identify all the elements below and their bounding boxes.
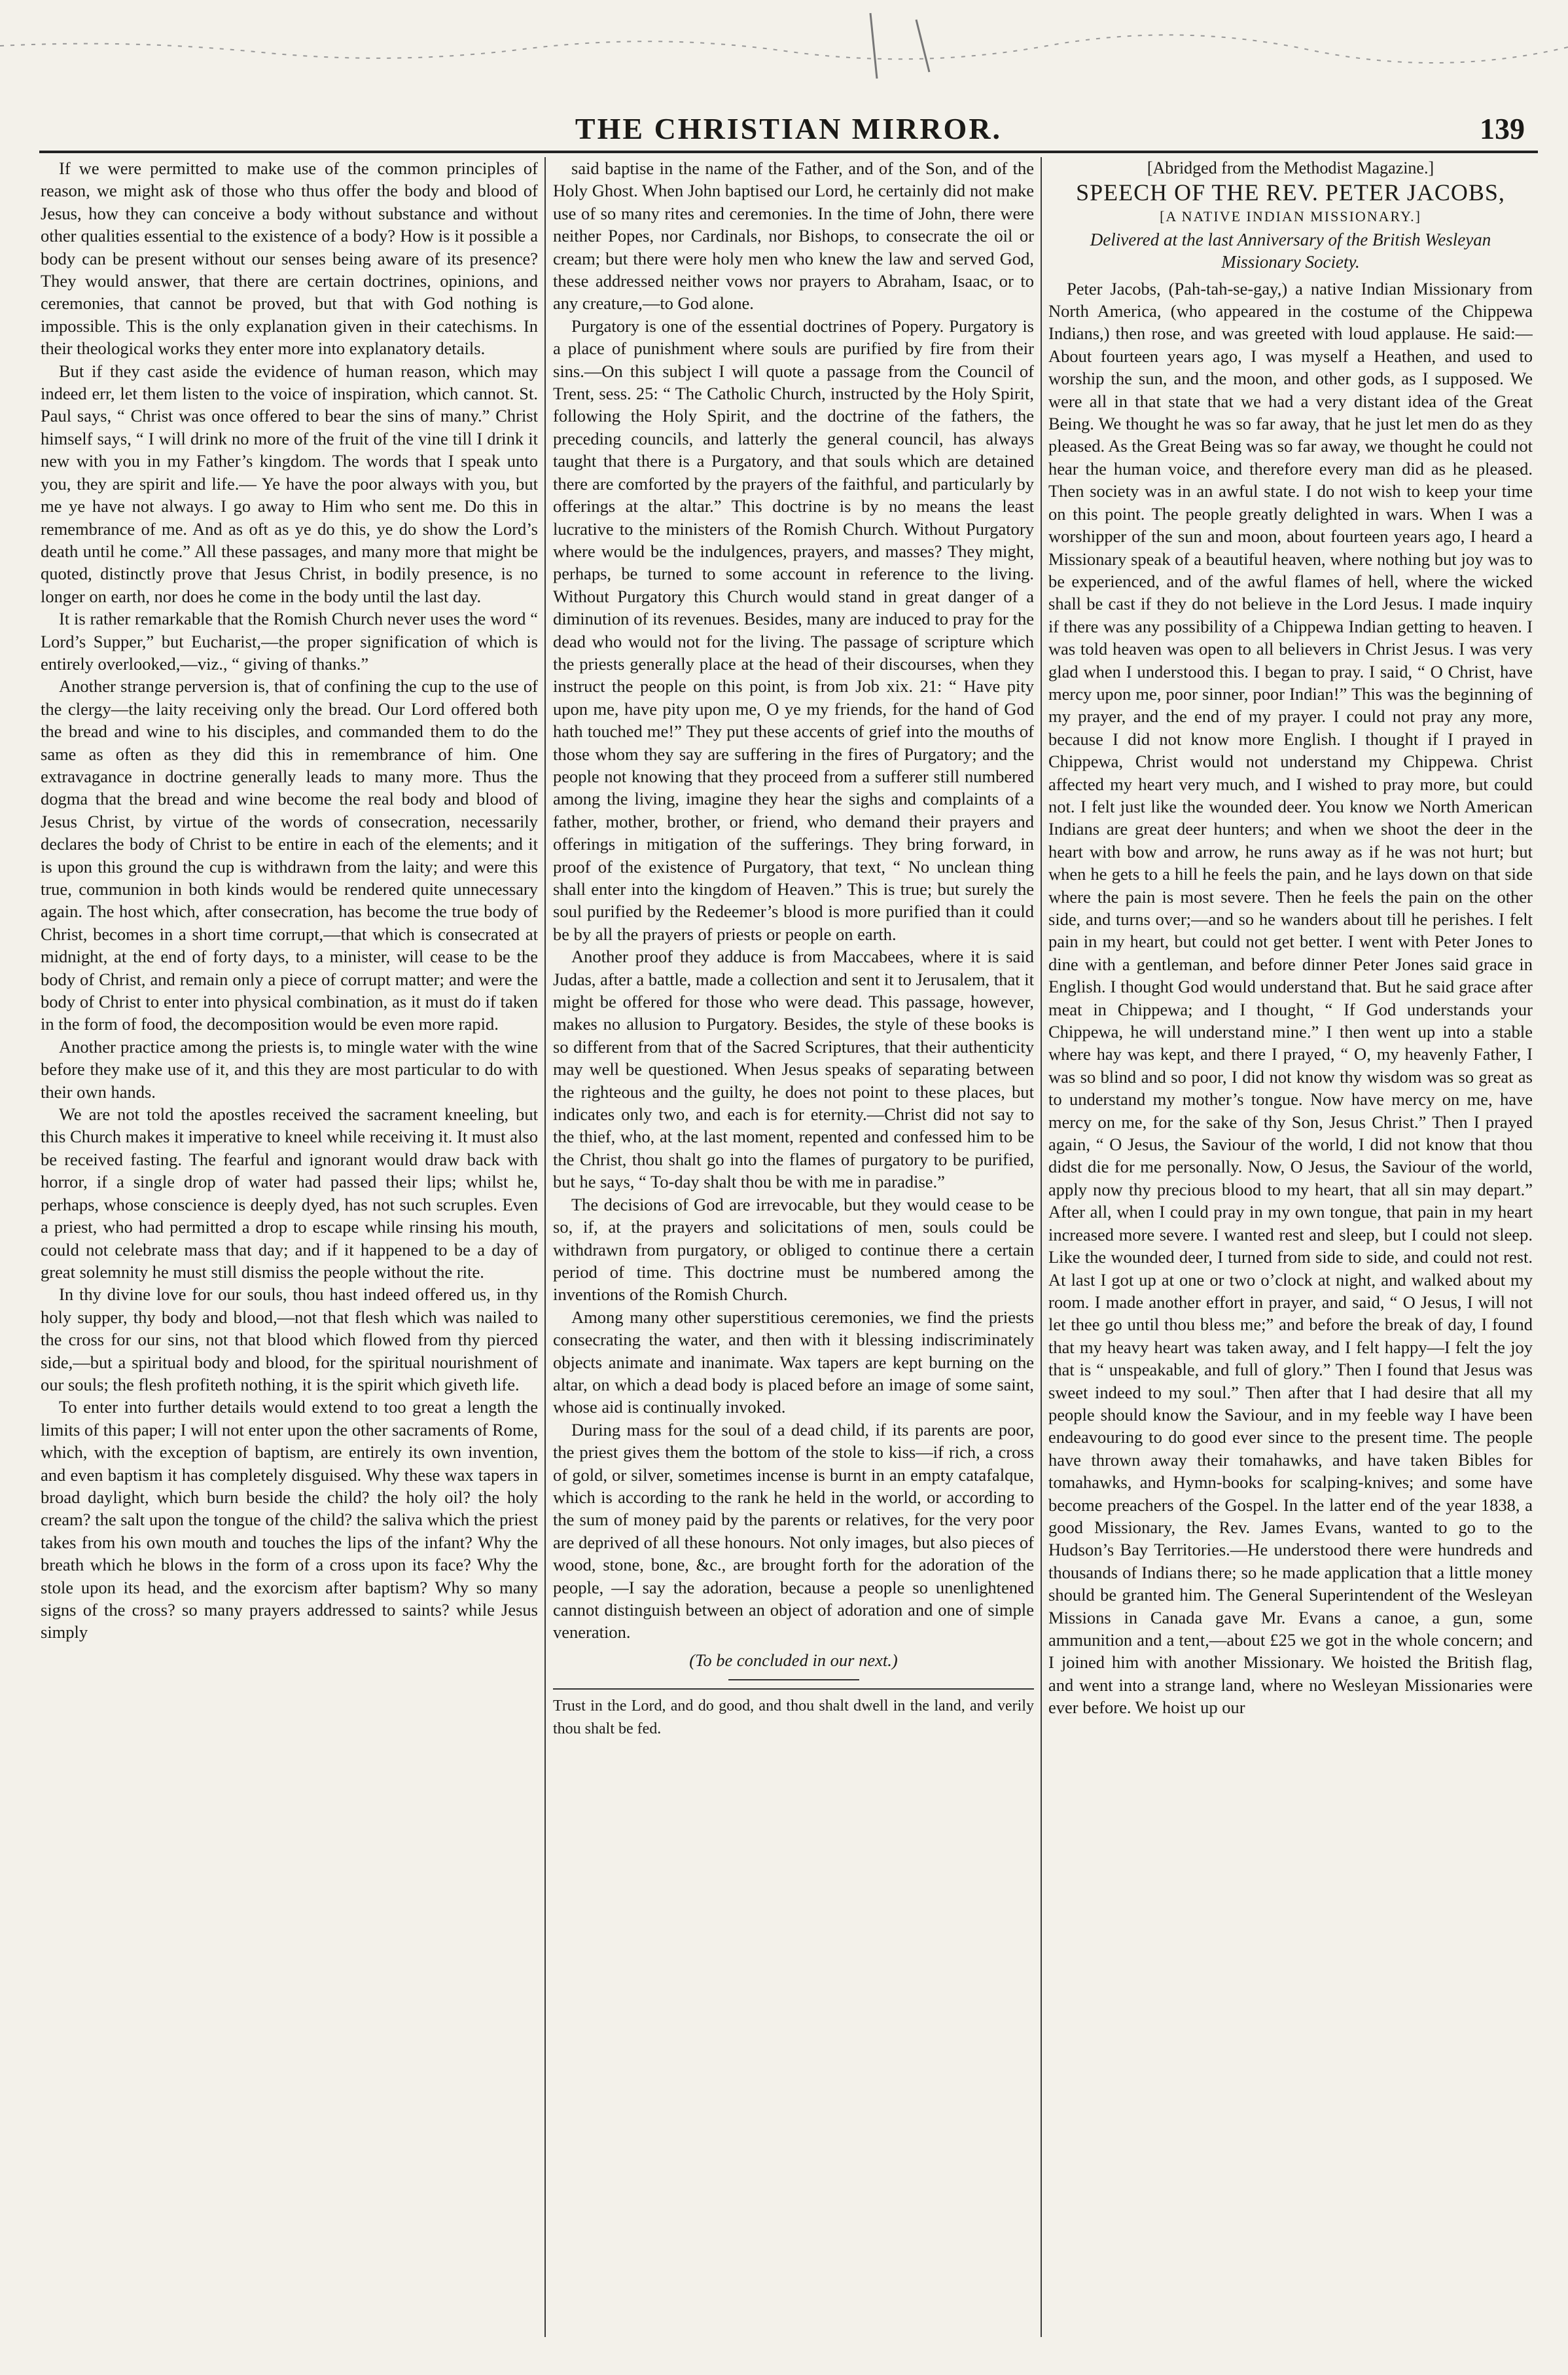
paragraph: During mass for the soul of a dead child, if its parents are poor, the priest gives them the bottom of the stole to kiss—if rich, a cross of gold, or silver, sometimes incense is burnt in an empty catafalque, which is according to the rank he held in the world, or according to the sum of money paid by the parents or relatives, for the very poor are deprived of all these honours. Not only images, but also pieces of wood, stone, bone, &c., are brought forth for the adoration of the people, —I say the adoration, because a people so unenlightened cannot distinguish between an object of adoration and one of simple veneration. xyxy=(553,1419,1034,1642)
column-separator xyxy=(544,157,546,2337)
paragraph: Among many other superstitious ceremonies, we find the priests consecrating the water, and then with it blessing indiscriminately objects animate and inanimate. Wax tapers are kept burning on the altar, on which a dead body is placed before an image of some saint, whose aid is continually invoked. xyxy=(553,1307,1034,1417)
paragraph: To enter into further details would extend to too great a length the limits of this paper; I will not enter upon the other sacraments of Rome, which, with the exception of baptism, are entirely its own invention, and even baptism it has completely disguised. Why these wax tapers in broad daylight, which burn beside the child? the holy oil? the holy cream? the salt upon the tongue of the child? the saliva which the priest takes from his own mouth and touches the lips of the infant? Why the breath which he blows in the form of a cross upon its face? Why the stole upon its head, and the exorcism after baptism? Why so many signs of the cross? so many prayers addressed to saints? while Jesus simply xyxy=(41,1397,538,1642)
paragraph: Another practice among the priests is, to mingle water with the wine before they make use of it, and this they are most particular to do with their own hands. xyxy=(41,1036,538,1102)
paragraph: Another proof they adduce is from Maccabees, where it is said Judas, after a battle, made a collection and sent it to Jerusalem, that it might be offered for those who were dead. This passage, however, makes no allusion to Purgatory. Besides, the style of these books is so different from that of the Sacred Scriptures, that their authenticity may well be questioned. When Jesus speaks of separating between the righteous and the guilty, he does not point to these places, but indicates only two, and each is for eternity.—Christ did not say to the thief, who, at the last moment, repented and confessed him to be the Christ, thou shalt go into the flames of purgatory to be purified, but he says, “ To-day shalt thou be with me in paradise.” xyxy=(553,947,1034,1192)
column-separator xyxy=(1041,157,1042,2337)
article-source: [Abridged from the Methodist Magazine.] xyxy=(1147,158,1434,177)
column-2 xyxy=(553,157,1034,2337)
paragraph: It is rather remarkable that the Romish Church never uses the word “ Lord’s Supper,” but Eucharist,—the proper signification of which is entirely overlooked,—viz., “ giving of thanks.” xyxy=(41,609,538,674)
paragraph: In thy divine love for our souls, thou hast indeed offered us, in thy holy supper, thy body and blood,—not that flesh which was nailed to the cross for our sins, not that blood which flowed from thy pierced side,—but a spiritual body and blood, for the spiritual nourishment of our souls; the flesh profiteth nothing, it is the spirit which giveth life. xyxy=(41,1284,538,1394)
scripture-footnote: Trust in the Lord, and do good, and thou shalt dwell in the land, and verily thou shalt be fed. xyxy=(553,1688,1034,1740)
torn-top-edge xyxy=(0,0,1568,85)
article-deliverance-note: Delivered at the last Anniversary of the British Wesleyan Missionary Society. xyxy=(1090,229,1491,272)
column-1 xyxy=(41,157,538,2337)
page-number: 139 xyxy=(1480,112,1525,145)
paragraph: said baptise in the name of the Father, and of the Son, and of the Holy Ghost. When John baptised our Lord, he certainly did not make use of so many rites and ceremonies. In the time of John, there were neither Popes, nor Cardinals, nor Bishops, to consecrate the oil or cream; but there were holy men who knew the law and served God, these addressed neither vows nor prayers to Abraham, Isaac, or to any creature,—to God alone. xyxy=(553,158,1034,314)
paragraph: The decisions of God are irrevocable, but they would cease to be so, if, at the prayers and solicitations of men, souls could be withdrawn from purgatory, or obliged to continue there a certain period of time. This doctrine must be numbered among the inventions of the Romish Church. xyxy=(553,1194,1034,1305)
paragraph: Purgatory is one of the essential doctrines of Popery. Purgatory is a place of punishment where souls are purified by fire from their sins.—On this subject I will quote a passage from the Council of Trent, sess. 25: “ The Catholic Church, instructed by the Holy Spirit, following the Holy Spirit, and the doctrine of the fathers, the preceding councils, and latterly the general council, has always taught that there is a Purgatory, and that souls which are detained there are comforted by the prayers of the faithful, and particularly by offerings at the altar.” This doctrine is by no means the least lucrative to the ministers of the Romish Church. Without Purgatory where would be the indulgences, prayers, and masses? They might, perhaps, be turned to some account in reference to the living. Without Purgatory this Church would stand in great danger of a diminution of its revenues. Besides, many are induced to pray for the dead who would not for the living. The passage of scripture which the priests generally place at the head of their discourses, when they instruct the people on this point, is from Job xix. 21: “ Have pity upon me, have pity upon me, O ye my friends, for the hand of God hath touched me!” They put these accents of grief into the mouths of those whom they say are suffering in the fires of Purgatory; and the people not knowing that they proceed from a sufferer still numbered among the living, imagine they hear the sighs and complaints of a father, mother, brother, or friend, who demand their prayers and offerings in mitigation of the sufferings. They bring forward, in proof of the existence of Purgatory, that text, “ No unclean thing shall enter into the kingdom of Heaven.” This is true; but surely the soul purified by the Redeemer’s blood is more purified than it could be by all the prayers of priests or people on earth. xyxy=(553,316,1034,944)
section-rule xyxy=(728,1679,859,1680)
page-header xyxy=(39,111,1538,151)
paragraph: If we were permitted to make use of the common principles of reason, we might ask of those who thus offer the body and blood of Jesus, how they can conceive a body without substance and without other qualities essential to the existence of a body? How is it possible a body can be present without our senses being aware of its presence? They would answer, that there are certain doctrines, opinions, and ceremonies, that cannot be proved, but that with God nothing is impossible. This is the only explanation given in their catechisms. In their theological works they enter more into explanatory details. xyxy=(41,158,538,359)
paragraph: Another strange perversion is, that of confining the cup to the use of the clergy—the laity receiving only the bread. Our Lord offered both the bread and wine to his disciples, and commanded them to do the same as often as they did this in remembrance of him. One extravagance in doctrine generally leads to many more. Thus the dogma that the bread and wine become the real body and blood of Jesus Christ, by virtue of the words of consecration, necessarily declares the body of Christ to be entire in each of the elements; and it is upon this ground the cup is withdrawn from the laity; and were this true, communion in both kinds would be rendered quite unnecessary again. The host which, after consecration, has become the true body of Christ, becomes in a short time corrupt,—that which is consecrated at midnight, at the end of forty days, to a minister, will cease to be the body of Christ, and remain only a piece of corrupt matter; and were the body of Christ to enter into physical combination, as it must do if taken in the form of food, the decomposition would be even more rapid. xyxy=(41,676,538,1034)
paragraph: But if they cast aside the evidence of human reason, which may indeed err, let them listen to the voice of inspiration, which cannot. St. Paul says, “ Christ was once offered to bear the sins of many.” Christ himself says, “ I will drink no more of the fruit of the vine till I drink it new with you in my Father’s kingdom. The words that I speak unto you, they are spirit and life.— Ye have the poor always with you, but me ye have not always. I go away to Him who sent me. Do this in remembrance of me. And as oft as ye do this, ye do show the Lord’s death until he come.” All these passages, and many more that might be quoted, distinctly prove that Jesus Christ, in bodily presence, is no longer on earth, nor does he come in the body until the last day. xyxy=(41,361,538,606)
paragraph: We are not told the apostles received the sacrament kneeling, but this Church makes it imperative to kneel while receiving it. It must also be received fasting. The fearful and ignorant would draw back with horror, if a single drop of water had passed their lips; whilst he, perhaps, whose conscience is deeply dyed, has not such scruples. Even a priest, who had permitted a drop to escape while rinsing his mouth, could not celebrate mass that day; and if it happened to be a day of great solemnity he must still dismiss the people without the rite. xyxy=(41,1104,538,1282)
paragraph: Peter Jacobs, (Pah-tah-se-gay,) a native Indian Missionary from North America, (who appeared in the costume of the Chippewa Indians,) then rose, and was greeted with loud applause. He said:—About fourteen years ago, I was myself a Heathen, and used to worship the sun, and the moon, and other gods, as I supposed. We were all in that state that we had a very distant idea of the Great Being. We thought he was so far away, that he just let men do as they pleased. As the Great Being was so far away, we thought he could not hear the human voice, and therefore every man did as he pleased. Then society was in an awful state. I do not wish to keep your time on this point. The people greatly delighted in wars. When I was a worshipper of the sun and moon, about fourteen years ago, I heard a Missionary speak of a beautiful heaven, where nothing but joy was to be experienced, and of the awful flames of hell, where the wicked shall be cast if they do not believe in the Lord Jesus. I made inquiry if there was any possibility of a Chippewa Indian getting to heaven. I was told heaven was open to all believers in Christ Jesus. I was very glad when I understood this. I began to pray. I said, “ O Christ, have mercy upon me, poor sinner, poor Indian!” This was the beginning of my prayer, and the end of my prayer. I could not pray any more, because I did not know more English. I thought if I prayed in Chippewa, Christ would not understand my Chippewa. Christ affected my heart very much, and I wished to pray more, but could not. I felt just like the wounded deer. You know we North American Indians are great deer hunters; and when we shoot the deer in the heart with bow and arrow, he runs away as if he was not hurt; but when he gets to a hill he feels the pain, and he lays down on that side where the pain is most severe. Then he feels the pain on the other side, and turns over;—and so he wanders about till he perishes. I felt pain in my heart, but could not get better. I went with Peter Jones to dine with a gentleman, and before dinner Peter Jones said grace in English. I thought God would understand that. But he said grace after meat in Chippewa; and I thought, “ If God understands your Chippewa, he will understand mine.” I then went up into a stable where hay was kept, and there I prayed, “ O, my heavenly Father, I was so blind and so poor, I did not know thy wisdom was so great as to understand my mother’s tongue. Now have mercy on me, have mercy on me, for the sake of thy Son, Jesus Christ.” Then I prayed again, “ O Jesus, the Saviour of the world, I did not know that thou didst die for me personally. Now, O Jesus, the Saviour of the world, apply now thy precious blood to my heart, that all sin may depart.” After all, when I could pray in my own tongue, that pain in my heart increased more severe. I wanted rest and sleep, but I could not sleep. Like the wounded deer, I turned from side to side, and could not rest. At last I got up at one or two o’clock at night, and walked about my room. I made another effort in prayer, and said, “ O Jesus, I will not let thee go until thou bless me;” and before the break of day, I found that my heavy heart was taken away, and I felt happy—I felt the joy that is “ unspeakable, and full of glory.” Then I found that Jesus was sweet indeed to my soul.” Then after that I had desire that all my people should know the Saviour, and in my feeble way I have been endeavouring to do good ever since to the present time. The people have thrown away their tomahawks, and have taken Bibles for tomahawks, and Hymn-books for scalping-knives; and some have become preachers of the Gospel. In the latter end of the year 1838, a good Missionary, the Rev. James Evans, wanted to go to the Hudson’s Bay Territories.—He understood there were hundreds and thousands of Indians there; so he made application that a little money should be granted him. The General Superintendent of the Wesleyan Missions in Canada gave Mr. Evans a canoe, a gun, some ammunition and a tent,—about £25 we got in the whole concern; and I joined him with another Missionary. We hoisted the British flag, and went into a strange land, where no Wesleyan Missionaries were ever before. We hoist up our xyxy=(1048,278,1533,1718)
masthead-title: THE CHRISTIAN MIRROR. xyxy=(575,112,1003,145)
header-rule xyxy=(39,151,1538,153)
article-title: SPEECH OF THE REV. PETER JACOBS, xyxy=(1076,179,1505,206)
continuation-note: (To be concluded in our next.) xyxy=(689,1650,898,1670)
article-subtitle: [A NATIVE INDIAN MISSIONARY.] xyxy=(1160,208,1421,225)
column-3 xyxy=(1048,157,1533,2337)
